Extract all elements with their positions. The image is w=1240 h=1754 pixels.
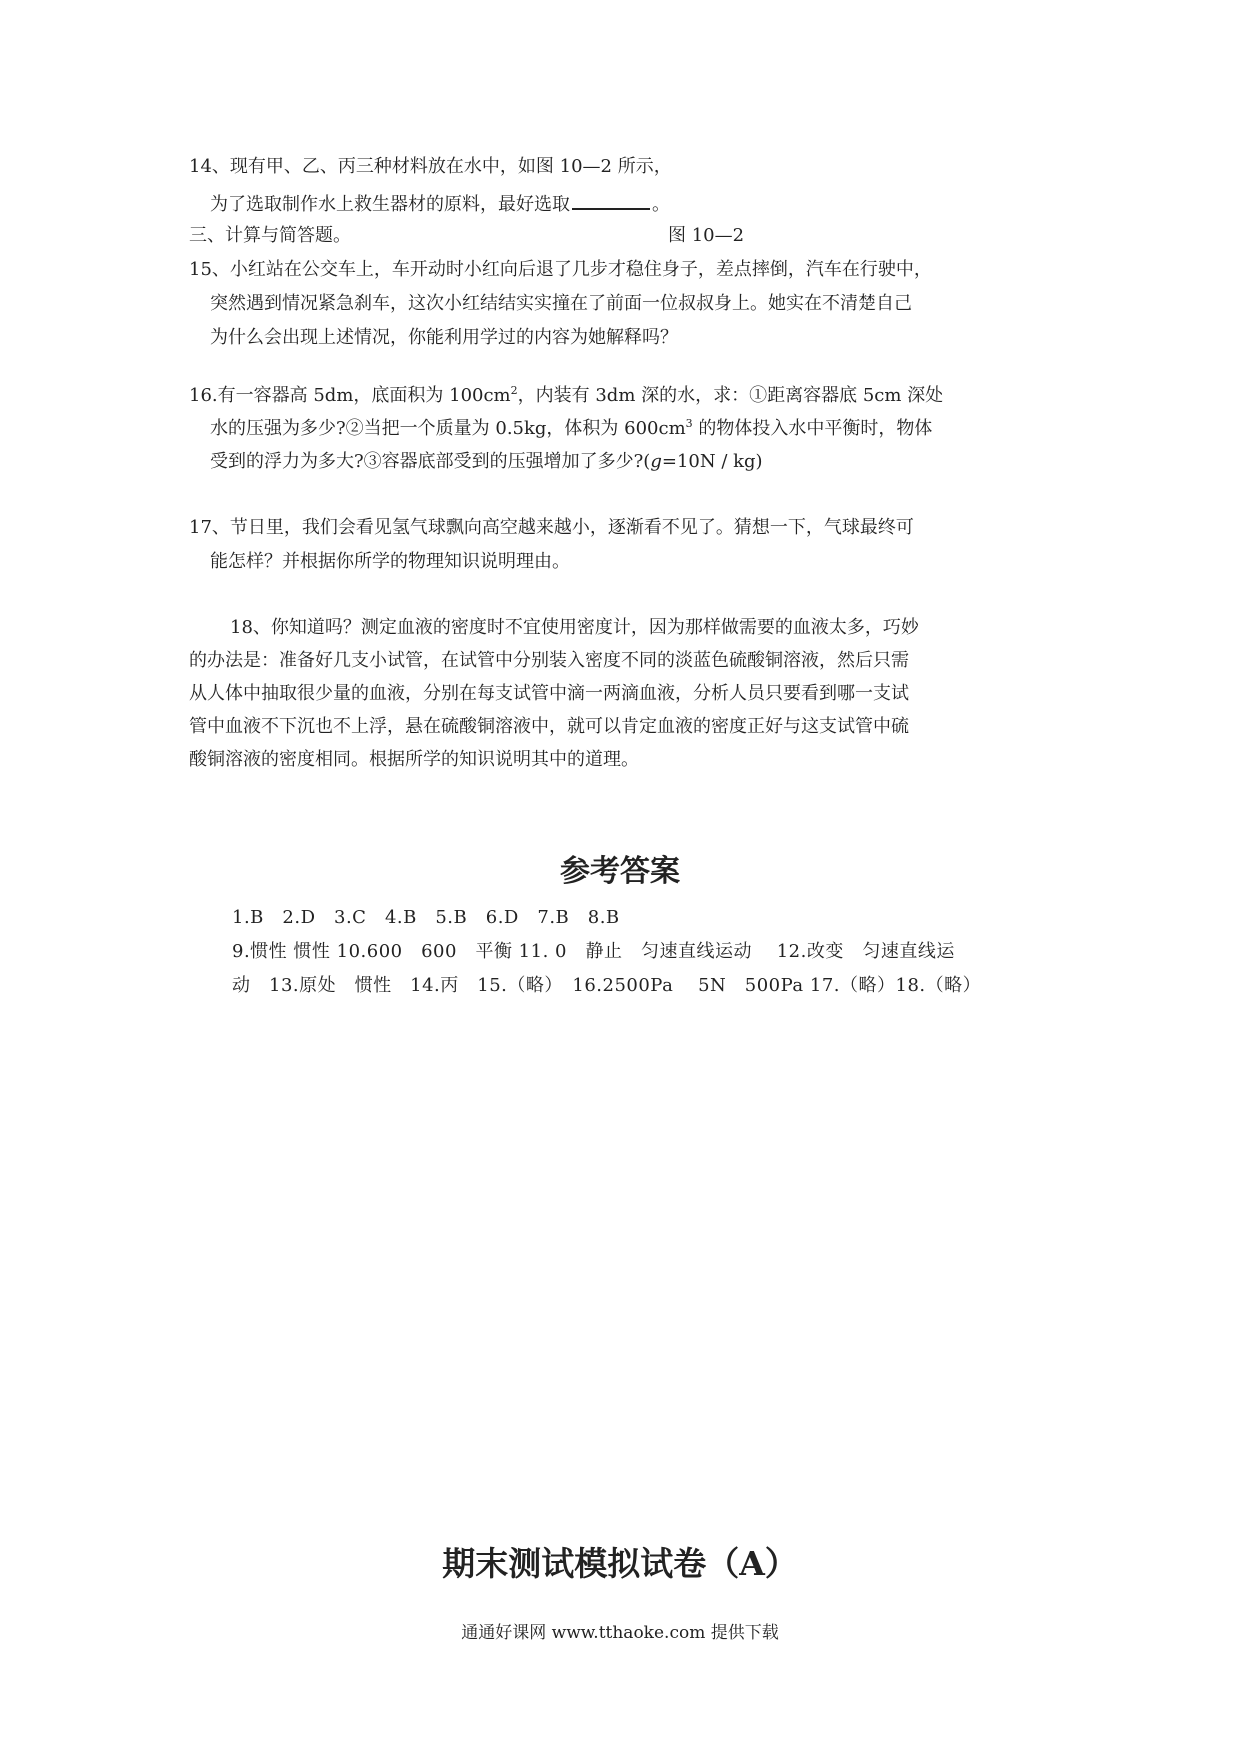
q16-line1 xyxy=(189,380,943,412)
q15-line1: 15、小红站在公交车上，车开动时小红向后退了几步才稳住身子，差点摔倒，汽车在行驶中， xyxy=(189,259,932,280)
q16-sup-3: 3 xyxy=(685,417,693,430)
q14-line1: 14、现有甲、乙、丙三种材料放在水中，如图 10—2 所示， xyxy=(189,156,672,177)
q14-line2 xyxy=(210,186,670,221)
q16-line2-a: 水的压强为多少?②当把一个质量为 0.5kg，体积为 600cm xyxy=(210,418,686,439)
answer-blank xyxy=(572,186,650,210)
q16-line2-b: 的物体投入水中平衡时，物体 xyxy=(692,418,933,439)
q18-line5: 酸铜溶液的密度相同。根据所学的知识说明其中的道理。 xyxy=(189,749,639,770)
q16-line3-a: 受到的浮力为多大?③容器底部受到的压强增加了多少?( xyxy=(210,451,651,472)
exam-title: 期末测试模拟试卷（A） xyxy=(442,1544,798,1583)
q17-line2: 能怎样？并根据你所学的物理知识说明理由。 xyxy=(210,551,570,572)
q18-line3: 从人体中抽取很少量的血液，分别在每支试管中滴一两滴血液，分析人员只要看到哪一支试 xyxy=(189,683,909,704)
answers-title: 参考答案 xyxy=(560,854,680,889)
q16-g-symbol: g xyxy=(650,451,662,472)
q16-line3 xyxy=(210,446,763,478)
q18-line4: 管中血液不下沉也不上浮，悬在硫酸铜溶液中，就可以肯定血液的密度正好与这支试管中硫 xyxy=(189,716,909,737)
q15-line3: 为什么会出现上述情况，你能利用学过的内容为她解释吗？ xyxy=(210,327,678,348)
q16-line1-a: 16.有一容器高 5dm，底面积为 100cm xyxy=(189,385,511,406)
q16-line2 xyxy=(210,413,932,445)
answers-line2: 9.惯性 惯性 10.600 600 平衡 11. 0 静止 匀速直线运动 12.改变 匀速直线运 xyxy=(232,941,955,962)
q16-line3-b: =10N / kg) xyxy=(661,451,763,472)
answers-line1: 1.B 2.D 3.C 4.B 5.B 6.D 7.B 8.B xyxy=(232,907,620,928)
figure-caption: 图 10—2 xyxy=(668,225,745,246)
q16-line1-b: ，内装有 3dm 深的水，求：①距离容器底 5cm 深处 xyxy=(517,385,944,406)
page-footer: 通通好课网 www.tthaoke.com 提供下载 xyxy=(461,1623,779,1643)
section-heading: 三、计算与简答题。 xyxy=(189,225,351,246)
q18-line2: 的办法是：准备好几支小试管，在试管中分别装入密度不同的淡蓝色硫酸铜溶液，然后只需 xyxy=(189,650,909,671)
q14-line2-text: 为了选取制作水上救生器材的原料，最好选取 xyxy=(210,194,570,215)
answers-line3: 动 13.原处 惯性 14.丙 15.（略） 16.2500Pa 5N 500Pa 17.（略）18.（略） xyxy=(232,975,982,996)
q14-line2-end: 。 xyxy=(652,194,670,215)
q17-line1: 17、节日里，我们会看见氢气球飘向高空越来越小，逐渐看不见了。猜想一下，气球最终可 xyxy=(189,517,914,538)
q16-sup-2: 2 xyxy=(510,384,518,397)
q18-line1: 18、你知道吗？测定血液的密度时不宜使用密度计，因为那样做需要的血液太多，巧妙 xyxy=(230,617,919,638)
q15-line2: 突然遇到情况紧急刹车，这次小红结结实实撞在了前面一位叔叔身上。她实在不清楚自己 xyxy=(210,293,912,314)
